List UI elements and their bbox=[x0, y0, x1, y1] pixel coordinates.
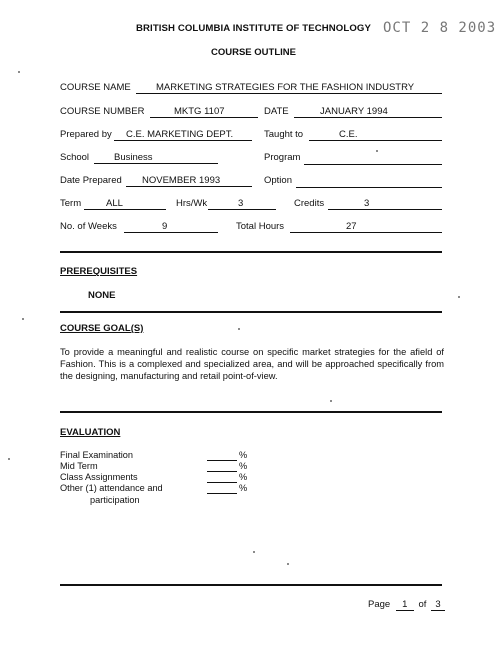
evaluation-blank bbox=[207, 483, 237, 494]
hrs-wk-label: Hrs/Wk bbox=[176, 198, 208, 209]
course-name-label: COURSE NAME bbox=[60, 82, 131, 93]
evaluation-item bbox=[60, 472, 260, 483]
evaluation-item bbox=[60, 483, 260, 494]
course-goals-text: To provide a meaningful and realistic course on specific market strategies for the afield of Fashion. This is a complexed and specialized area, and will be approached specifically from the designing, manufacturing and retail point-of-view. bbox=[60, 347, 444, 381]
page-total: 3 bbox=[431, 599, 445, 611]
total-hours-label: Total Hours bbox=[236, 221, 285, 232]
date-received-stamp: OCT 2 8 2003 bbox=[383, 20, 497, 36]
evaluation-percent: % bbox=[239, 483, 248, 493]
prepared-by-value: C.E. MARKETING DEPT. bbox=[114, 129, 252, 141]
option-value bbox=[296, 175, 442, 188]
evaluation-item-label: Mid Term bbox=[60, 461, 98, 471]
course-name-value: MARKETING STRATEGIES FOR THE FASHION INDUSTRY bbox=[136, 82, 442, 94]
section-divider bbox=[60, 311, 442, 313]
evaluation-blank bbox=[207, 461, 237, 472]
taught-to-label: Taught to bbox=[264, 129, 304, 140]
program-value bbox=[304, 152, 442, 165]
evaluation-percent: % bbox=[239, 450, 248, 460]
prerequisites-value: NONE bbox=[88, 290, 116, 301]
date-prepared-label: Date Prepared bbox=[60, 175, 122, 186]
credits-value: 3 bbox=[328, 198, 442, 210]
page-label: Page bbox=[368, 599, 391, 610]
institute-name: BRITISH COLUMBIA INSTITUTE OF TECHNOLOGY bbox=[136, 23, 371, 34]
page-indicator bbox=[368, 599, 445, 611]
date-value: JANUARY 1994 bbox=[294, 106, 442, 118]
evaluation-percent: % bbox=[239, 472, 248, 482]
weeks-value: 9 bbox=[124, 221, 218, 233]
option-label: Option bbox=[264, 175, 292, 186]
term-label: Term bbox=[60, 198, 82, 209]
scan-speck bbox=[238, 328, 240, 330]
program-label: Program bbox=[264, 152, 301, 163]
taught-to-value: C.E. bbox=[309, 129, 442, 141]
scan-speck bbox=[253, 551, 255, 553]
of-label: of bbox=[418, 599, 427, 610]
term-row bbox=[60, 198, 442, 212]
scan-speck bbox=[287, 563, 289, 565]
prerequisites-heading: PREREQUISITES bbox=[60, 266, 138, 277]
date-label: DATE bbox=[264, 106, 289, 117]
evaluation-item-label: Class Assignments bbox=[60, 472, 138, 482]
scan-speck bbox=[330, 400, 332, 402]
scan-speck bbox=[22, 318, 24, 320]
prepared-by-label: Prepared by bbox=[60, 129, 112, 140]
evaluation-percent: % bbox=[239, 461, 248, 471]
weeks-row bbox=[60, 221, 442, 235]
scan-speck bbox=[458, 296, 460, 298]
scan-speck bbox=[376, 150, 378, 152]
evaluation-item-continuation: participation bbox=[90, 495, 140, 505]
section-divider bbox=[60, 584, 442, 586]
section-divider bbox=[60, 251, 442, 253]
prepared-by-row bbox=[60, 129, 442, 143]
scan-speck bbox=[8, 458, 10, 460]
course-number-value: MKTG 1107 bbox=[150, 106, 258, 118]
term-value: ALL bbox=[84, 198, 166, 210]
date-prepared-row bbox=[60, 175, 442, 189]
evaluation-item bbox=[60, 450, 260, 461]
course-goals-heading: COURSE GOAL(S) bbox=[60, 323, 144, 334]
school-value: Business bbox=[94, 152, 218, 164]
evaluation-item bbox=[60, 461, 260, 472]
page-number: 1 bbox=[396, 599, 414, 611]
course-number-label: COURSE NUMBER bbox=[60, 106, 145, 117]
evaluation-blank bbox=[207, 472, 237, 483]
weeks-label: No. of Weeks bbox=[60, 221, 117, 232]
evaluation-item-label: Final Examination bbox=[60, 450, 134, 460]
document-title: COURSE OUTLINE bbox=[211, 47, 296, 58]
scan-speck bbox=[18, 71, 20, 73]
course-number-row bbox=[60, 106, 442, 120]
school-row bbox=[60, 152, 442, 166]
hrs-wk-value: 3 bbox=[208, 198, 276, 210]
credits-label: Credits bbox=[294, 198, 325, 209]
evaluation-item-label: Other (1) attendance and bbox=[60, 483, 163, 493]
section-divider bbox=[60, 411, 442, 413]
date-prepared-value: NOVEMBER 1993 bbox=[126, 175, 252, 187]
evaluation-heading: EVALUATION bbox=[60, 427, 121, 438]
school-label: School bbox=[60, 152, 90, 163]
course-name-row bbox=[60, 82, 442, 96]
evaluation-blank bbox=[207, 450, 237, 461]
total-hours-value: 27 bbox=[290, 221, 442, 233]
